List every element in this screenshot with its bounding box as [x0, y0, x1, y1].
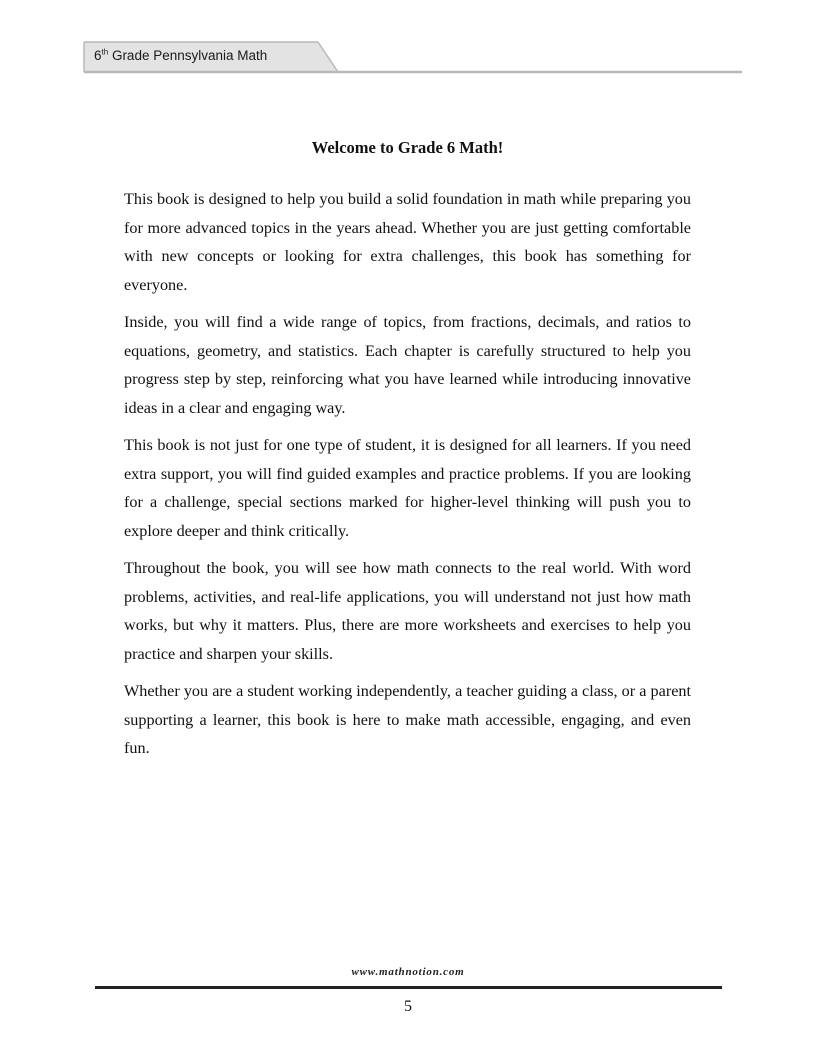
- page-content: [124, 137, 691, 772]
- header-grade-number: 6: [94, 48, 102, 63]
- paragraph-2: Inside, you will find a wide range of topics, from fractions, decimals, and ratios to equations, geometry, and statistics. Each chapter is carefully structured to help you progress step by step, reinforcing what you have learned while introducing innovative ideas in a clear and engaging way.: [124, 313, 691, 417]
- paragraph-3: This book is not just for one type of student, it is designed for all learners. If you need extra support, you will find guided examples and practice problems. If you are looking for a challenge, special sections marked for higher-level thinking will push you to explore deeper and think critically.: [124, 436, 691, 540]
- header-grade-suffix: th: [101, 47, 109, 57]
- footer-divider: [95, 986, 722, 989]
- paragraph-5: Whether you are a student working independently, a teacher guiding a class, or a parent supporting a learner, this book is here to make math accessible, engaging, and even fun.: [124, 682, 691, 757]
- page-title: Welcome to Grade 6 Math!: [311, 138, 504, 157]
- header-title: [94, 48, 267, 63]
- header-title-text: Grade Pennsylvania Math: [108, 48, 268, 63]
- paragraph-1: This book is designed to help you build a solid foundation in math while preparing you for more advanced topics in the years ahead. Whether you are just getting comfortable with new concepts or looking for extra challenges, this book has something for everyone.: [124, 190, 691, 294]
- page-number: 5: [404, 998, 412, 1015]
- header-tab: [0, 0, 816, 80]
- paragraph-4: Throughout the book, you will see how math connects to the real world. With word problems, activities, and real-life applications, you will understand not just how math works, but why it matters. Plus, there are more worksheets and exercises to help you practice and sharpen your skills.: [124, 559, 691, 663]
- footer-url: www.mathnotion.com: [351, 966, 465, 978]
